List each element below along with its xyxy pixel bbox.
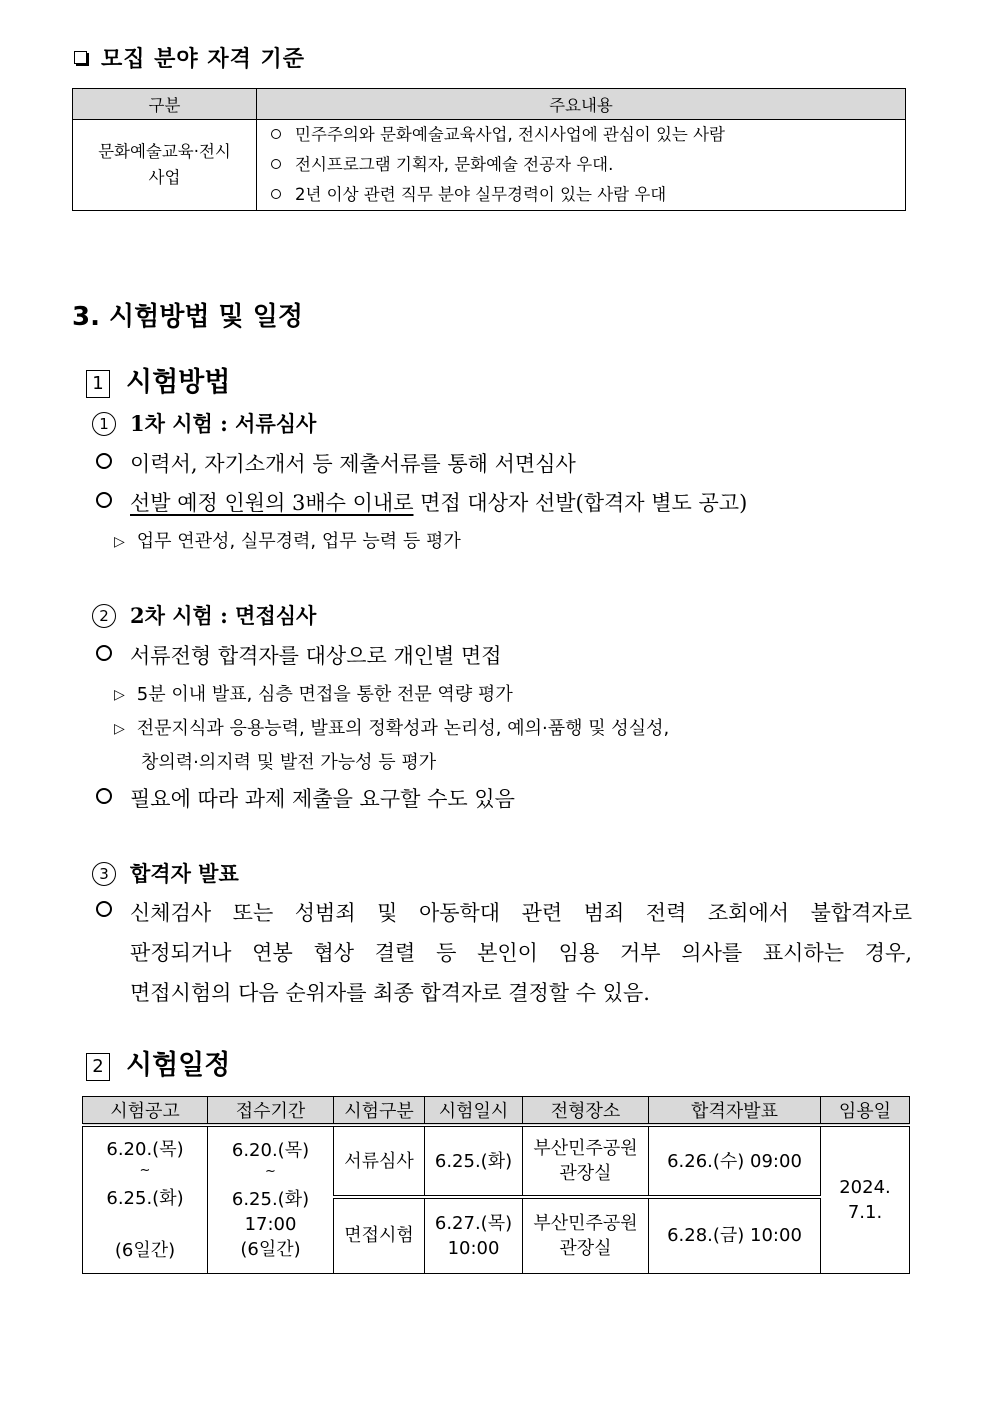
circle-bullet-icon — [271, 159, 281, 169]
step2-sub1: ▷ 5분 이내 발표, 심층 면접을 통한 전문 역량 평가 — [114, 684, 513, 705]
exam-type-cell: 서류심사 — [334, 1125, 425, 1197]
step1-heading: 1 1차 시험 : 서류심사 — [92, 408, 316, 438]
notice-period-cell: 6.20.(목) ~ 6.25.(화) (6일간) — [83, 1125, 208, 1273]
announce-cell: 6.28.(금) 10:00 — [649, 1197, 821, 1273]
appointment-cell: 2024. 7.1. — [821, 1125, 910, 1273]
step3-heading: 3 합격자 발표 — [92, 858, 239, 888]
circle-bullet-icon — [271, 129, 281, 139]
col-header: 전형장소 — [523, 1097, 649, 1126]
square-bullet-icon — [74, 51, 87, 64]
circle-bullet-icon — [96, 492, 112, 508]
schedule-table — [82, 1096, 910, 1274]
circle-bullet-icon — [96, 901, 112, 917]
circle-bullet-icon — [96, 453, 112, 469]
col-header: 시험공고 — [83, 1097, 208, 1126]
circle-bullet-icon — [96, 788, 112, 804]
list-item: 2년 이상 관련 직무 분야 실무경력이 있는 사람 우대 — [271, 180, 905, 210]
method-heading: 1 시험방법 — [86, 360, 230, 400]
col-header: 접수기간 — [208, 1097, 334, 1126]
list-item: 전시프로그램 기획자, 문화예술 전공자 우대. — [271, 150, 905, 180]
step3-paragraph: 신체검사 또는 성범죄 및 아동학대 관련 범죄 전력 조회에서 불합격자로 판정되거나 연봉 협상 결렬 등 본인이 임용 거부 의사를 표시하는 경우, 면접시험의 다음 순위자를 최종 합격자로 결정할 수 있음. — [130, 901, 912, 1005]
list-item: 민주주의와 문화예술교육사업, 전시사업에 관심이 있는 사람 — [271, 120, 905, 150]
triangle-bullet-icon: ▷ — [114, 534, 125, 550]
exam-place-cell: 부산민주공원 관장실 — [523, 1125, 649, 1197]
boxed-number: 1 — [86, 370, 110, 398]
col-header: 시험구분 — [334, 1097, 425, 1126]
boxed-number: 2 — [86, 1053, 110, 1081]
step2-bullet2: 필요에 따라 과제 제출을 요구할 수도 있음 — [96, 783, 515, 813]
section-title: 3. 시험방법 및 일정 — [72, 302, 303, 332]
circled-number: 3 — [92, 862, 116, 886]
step1-sub1: ▷ 업무 연관성, 실무경력, 업무 능력 등 평가 — [114, 531, 461, 552]
reception-period-cell: 6.20.(목) ~ 6.25.(화) 17:00 (6일간) — [208, 1125, 334, 1273]
circle-bullet-icon — [271, 189, 281, 199]
col-header: 임용일 — [821, 1097, 910, 1126]
exam-datetime-cell: 6.25.(화) — [425, 1125, 523, 1197]
qualifications-table — [72, 88, 906, 211]
step1-bullet1: 이력서, 자기소개서 등 제출서류를 통해 서면심사 — [96, 448, 576, 478]
step3-bullet-marker — [96, 900, 130, 924]
step2-bullet1: 서류전형 합격자를 대상으로 개인별 면접 — [96, 640, 502, 670]
step2-sub2: ▷ 전문지식과 응용능력, 발표의 정확성과 논리성, 예의·품행 및 성실성, — [114, 718, 670, 739]
exam-type-cell: 면접시험 — [334, 1197, 425, 1273]
step2-sub2-cont: 창의력·의지력 및 발전 가능성 등 평가 — [141, 752, 437, 773]
exam-place-cell: 부산민주공원 관장실 — [523, 1197, 649, 1273]
content-cell — [257, 120, 906, 211]
circled-number: 2 — [92, 604, 116, 628]
col-header: 합격자발표 — [649, 1097, 821, 1126]
step2-heading: 2 2차 시험 : 면접심사 — [92, 600, 316, 630]
circled-number: 1 — [92, 412, 116, 436]
col-header-category: 구분 — [73, 89, 257, 120]
exam-datetime-cell: 6.27.(목) 10:00 — [425, 1197, 523, 1273]
announce-cell: 6.26.(수) 09:00 — [649, 1125, 821, 1197]
col-header: 시험일시 — [425, 1097, 523, 1126]
step1-bullet2: 선발 예정 인원의 3배수 이내로 면접 대상자 선발(합격자 별도 공고) — [96, 487, 747, 517]
triangle-bullet-icon: ▷ — [114, 721, 125, 737]
schedule-heading: 2 시험일정 — [86, 1043, 230, 1083]
qualifications-heading: 모집 분야 자격 기준 — [74, 42, 305, 73]
col-header-content: 주요내용 — [257, 89, 906, 120]
category-cell: 문화예술교육·전시 사업 — [73, 120, 257, 211]
triangle-bullet-icon: ▷ — [114, 687, 125, 703]
circle-bullet-icon — [96, 645, 112, 661]
